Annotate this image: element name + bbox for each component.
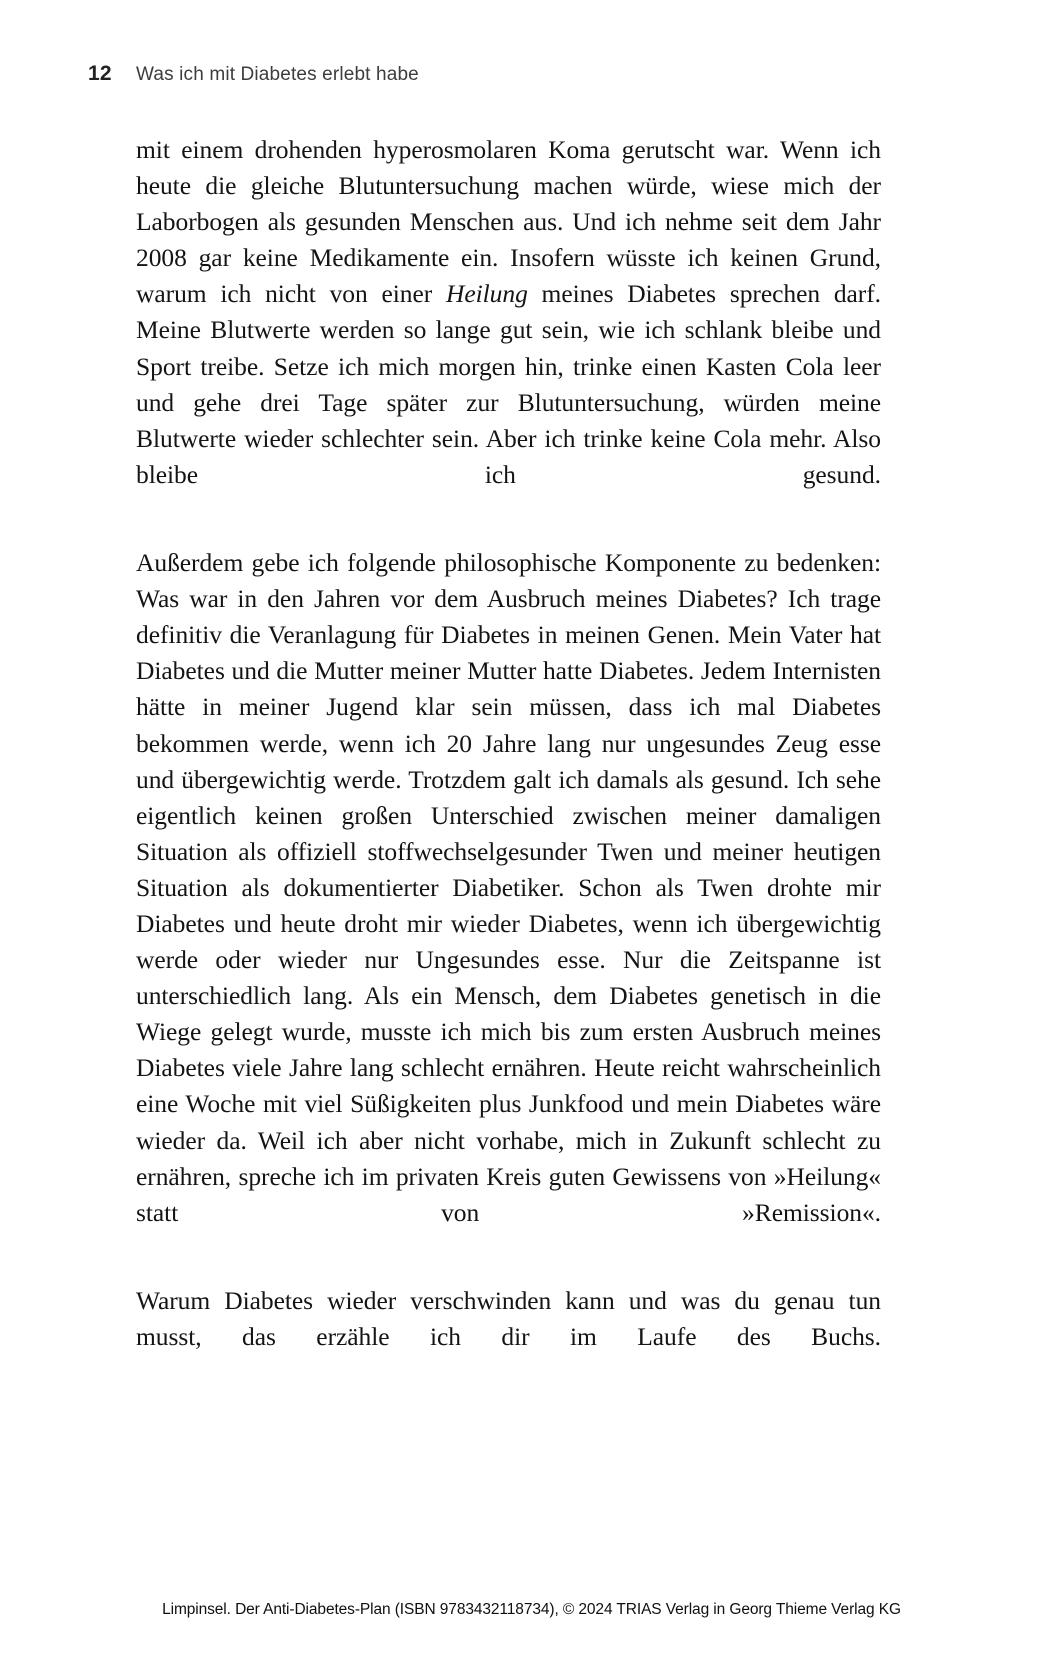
paragraph-1-emphasis-heilung: Heilung [445, 279, 528, 309]
text-column [136, 132, 881, 1391]
paragraph-1-tail-text: meines Diabetes sprechen darf. Meine Blutwerte werden so lange gut sein, wie ich schlank bleibe und Sport treibe. Setze ich mich morgen hin, trinke einen Kasten Cola leer und gehe drei Tage später zur Blutuntersuchung, würden meine Blutwerte wieder schlechter sein. Aber ich trinke keine Cola mehr. Also bleibe ich gesund. [136, 279, 881, 489]
running-head [88, 62, 888, 96]
paragraph-1-lead-text: mit einem drohenden hyperosmolaren Koma gerutscht war. Wenn ich heute die gleiche Blutuntersuchung machen würde, wiese mich der Laborbogen als gesunden Menschen aus. Und ich nehme seit dem Jahr 2008 gar keine Medikamente ein. Insofern wüsste ich keinen Grund, warum ich nicht von einer [136, 135, 881, 309]
body-paragraph-3: Warum Diabetes wieder verschwinden kann und was du genau tun musst, das erzähle ich dir im Laufe des Buchs. [136, 1285, 881, 1351]
chapter-title: Was ich mit Diabetes erlebt habe [136, 64, 419, 85]
page-number: 12 [88, 62, 112, 85]
page-footer-copyright: Limpinsel. Der Anti-Diabetes-Plan (ISBN 9783432118734), © 2024 TRIAS Verlag in Georg Thieme Verlag KG [162, 1601, 901, 1618]
body-paragraph-1 [136, 132, 881, 529]
body-paragraph-2: Außerdem gebe ich folgende philosophische Komponente zu bedenken: Was war in den Jahren vor dem Ausbruch meines Diabetes? Ich trage definitiv die Veranlagung für Diabetes in meinen Genen. Mein Vater hat Diabetes und die Mutter meiner Mutter hatte Diabetes. Jedem Internisten hätte in meiner Jugend klar sein müssen, dass ich mal Diabetes bekommen werde, wenn ich 20 Jahre lang nur ungesundes Zeug esse und übergewichtig werde. Trotzdem galt ich damals als gesund. Ich sehe eigentlich keinen großen Unterschied zwischen meiner damaligen Situation als offiziell stoffwechselgesunder Twen und meiner heutigen Situation als dokumentierter Diabetiker. Schon als Twen drohte mir Diabetes und heute droht mir wieder Diabetes, wenn ich übergewichtig werde oder wieder nur Ungesundes esse. Nur die Zeitspanne ist unterschiedlich lang. Als ein Mensch, dem Diabetes genetisch in die Wiege gelegt wurde, musste ich mich bis zum ersten Ausbruch meines Diabetes viele Jahre lang schlecht ernähren. Heute reicht wahrscheinlich eine Woche mit viel Süßigkeiten plus Junkfood und mein Diabetes wäre wieder da. Weil ich aber nicht vorhabe, mich in Zukunft schlecht zu ernähren, spreche ich im privaten Kreis guten Gewissens von »Heilung« statt von »Remission«. [136, 548, 881, 1227]
